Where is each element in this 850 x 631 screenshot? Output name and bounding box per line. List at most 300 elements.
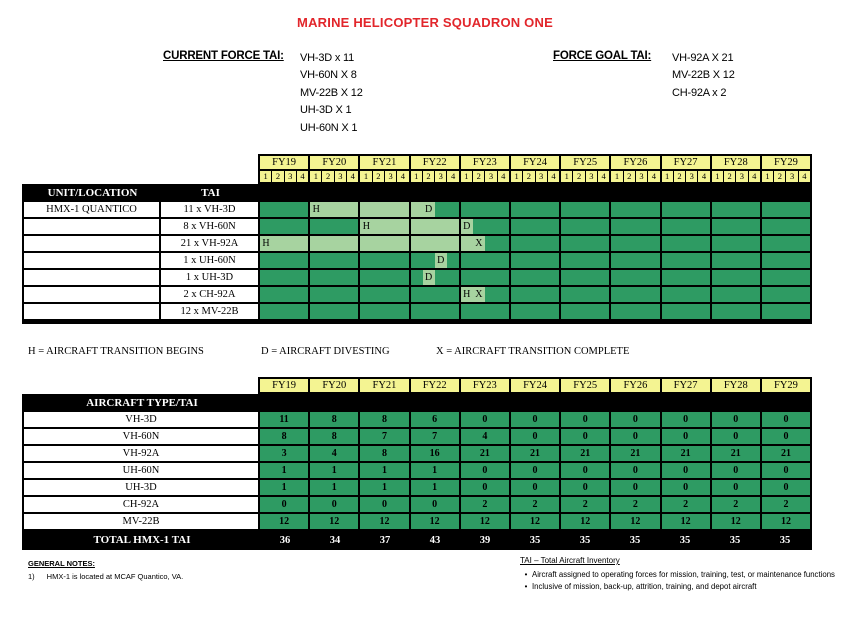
gantt-quarter-cell <box>272 287 284 302</box>
gantt-quarter-cell <box>547 219 559 234</box>
unit-cell <box>24 304 161 319</box>
quarter-header-cell: 1 <box>514 171 519 181</box>
transition-row <box>24 202 810 219</box>
gantt-quarter-cell <box>322 287 334 302</box>
gantt-quarter-cell <box>485 287 497 302</box>
gantt-quarter-cell <box>334 270 346 285</box>
gantt-quarter-cell <box>635 219 647 234</box>
gantt-quarter-cell <box>360 236 372 251</box>
gantt-quarter-cell <box>322 202 334 217</box>
gantt-quarter-cell <box>260 287 272 302</box>
gantt-quarter-cell <box>535 287 547 302</box>
gantt-quarter-cell <box>698 270 710 285</box>
gantt-quarter-cell <box>461 304 473 319</box>
quarter-header-cell: 2 <box>321 171 333 182</box>
gantt-quarter-cell <box>736 287 748 302</box>
total-hmx1-tai-label: TOTAL HMX-1 TAI <box>93 534 191 546</box>
aircraft-type-label: UH-60N <box>24 463 260 478</box>
inventory-value-cell: 0 <box>710 429 760 444</box>
quarter-header-cell: 3 <box>484 171 496 182</box>
t2-fy-header-cell: FY27 <box>660 379 710 392</box>
t1-fy-header-cell: FY24 <box>509 156 559 169</box>
force-goal-item: VH-92A X 21 <box>672 52 734 64</box>
gantt-quarter-cell <box>423 236 435 251</box>
gantt-quarter-cell <box>798 304 810 319</box>
inventory-value-cell: 0 <box>710 463 760 478</box>
gantt-quarter-cell <box>497 236 509 251</box>
gantt-quarter-cell <box>511 270 523 285</box>
inventory-value-cell: 0 <box>308 497 358 512</box>
gantt-quarter-cell <box>284 253 296 268</box>
gantt-quarter-cell <box>284 219 296 234</box>
inventory-value-cell: 0 <box>409 497 459 512</box>
gantt-quarter-cell <box>774 236 786 251</box>
gantt-quarter-cell <box>346 287 358 302</box>
inventory-value-cell: 21 <box>660 446 710 461</box>
t1-fy-header-cell: FY29 <box>760 156 810 169</box>
inventory-values <box>260 514 810 529</box>
gantt-fy-block <box>609 270 659 285</box>
current-force-tai-label: CURRENT FORCE TAI: <box>163 50 284 62</box>
legend-x: X = AIRCRAFT TRANSITION COMPLETE <box>436 346 630 357</box>
gantt-quarter-cell <box>686 287 698 302</box>
gantt-quarter-cell <box>748 219 760 234</box>
gantt-quarter-cell <box>748 236 760 251</box>
general-note-text: HMX-1 is located at MCAF Quantico, VA. <box>46 572 184 581</box>
gantt-quarter-cell <box>284 202 296 217</box>
inventory-value-cell: 1 <box>409 463 459 478</box>
t1-header-band <box>22 184 812 202</box>
gantt-quarter-cell <box>535 304 547 319</box>
gantt-fy-block <box>660 236 710 251</box>
gantt-quarter-cell <box>461 270 473 285</box>
gantt-quarter-cell <box>736 253 748 268</box>
gantt-fy-block <box>509 304 559 319</box>
inventory-value-cell: 8 <box>308 429 358 444</box>
gantt-quarter-cell <box>611 253 623 268</box>
gantt-quarter-cell <box>698 253 710 268</box>
tai-bullet: • Inclusive of mission, back-up, attrition, training, and depot aircraft <box>520 581 838 593</box>
transition-row <box>24 219 810 236</box>
gantt-quarter-cell <box>762 202 774 217</box>
gantt-quarter-cell <box>724 270 736 285</box>
current-force-item: VH-60N X 8 <box>300 69 357 82</box>
gantt-quarter-cell <box>346 202 358 217</box>
total-value-cell: 37 <box>379 535 391 546</box>
quarter-header-cell: 2 <box>271 171 283 182</box>
force-goal-tai-list <box>672 50 735 102</box>
current-force-item: VH-3D x 11 <box>300 52 355 64</box>
inventory-value-cell: 2 <box>660 497 710 512</box>
quarter-header-cell: 1 <box>665 171 670 181</box>
tai-cell: 2 x CH-92A <box>161 287 260 302</box>
quarter-header-cell: 4 <box>647 171 659 182</box>
gantt-fy-block <box>409 287 459 302</box>
current-force-tai-list <box>300 50 363 137</box>
gantt-fy-block <box>760 287 810 302</box>
gantt-quarter-cell <box>561 270 573 285</box>
inventory-row <box>24 429 810 446</box>
gantt-quarter-cell <box>686 202 698 217</box>
unit-cell <box>24 219 161 234</box>
gantt-quarter-cell <box>774 219 786 234</box>
gantt-quarter-cell <box>310 270 322 285</box>
gantt-quarter-cell <box>561 287 573 302</box>
gantt-fy-block <box>509 270 559 285</box>
quarter-header-cell: 4 <box>396 171 408 182</box>
t2-fy-header-cell: FY26 <box>609 379 659 392</box>
gantt-quarter-cell <box>698 202 710 217</box>
inventory-value-cell: 1 <box>308 463 358 478</box>
inventory-value-cell: 21 <box>559 446 609 461</box>
inventory-value-cell: 8 <box>358 446 408 461</box>
gantt-quarter-cell <box>786 270 798 285</box>
gantt-quarter-cell <box>724 304 736 319</box>
gantt-fy-block <box>609 236 659 251</box>
quarter-header-cell: 2 <box>372 171 384 182</box>
gantt-quarter-cell <box>798 253 810 268</box>
transition-row <box>24 304 810 319</box>
legend-h: H = AIRCRAFT TRANSITION BEGINS <box>28 346 204 357</box>
gantt-quarter-cell <box>736 219 748 234</box>
gantt-quarter-cell <box>623 253 635 268</box>
gantt-quarter-cell <box>662 219 674 234</box>
gantt-quarter-cell <box>523 304 535 319</box>
quarter-header-cell: 1 <box>765 171 770 181</box>
gantt-quarter-cell <box>736 236 748 251</box>
gantt-quarter-cell <box>435 219 447 234</box>
gantt-fy-block <box>559 270 609 285</box>
inventory-value-cell: 1 <box>260 480 308 495</box>
gantt-fy-block <box>260 270 308 285</box>
general-notes-heading: GENERAL NOTES: <box>28 559 95 568</box>
gantt-quarter-cell <box>296 253 308 268</box>
gantt-fy-block <box>308 304 358 319</box>
bullet-icon: • <box>524 582 528 591</box>
gantt-quarter-cell <box>623 202 635 217</box>
inventory-values <box>260 429 810 444</box>
gantt-quarter-cell <box>535 270 547 285</box>
aircraft-type-label: VH-60N <box>24 429 260 444</box>
gantt-quarter-cell <box>674 253 686 268</box>
total-value-cell: 35 <box>629 535 641 546</box>
gantt-quarter-cell <box>523 287 535 302</box>
gantt-quarter-cell <box>686 270 698 285</box>
gantt-quarter-cell <box>346 253 358 268</box>
quarter-header-cell: 2 <box>572 171 584 182</box>
inventory-value-cell: 0 <box>609 480 659 495</box>
gantt-fy-block <box>760 253 810 268</box>
gantt-fy-block <box>609 219 659 234</box>
gantt-quarter-cell <box>411 202 423 217</box>
gantt-quarter-cell <box>485 236 497 251</box>
gantt-quarter-cell <box>698 236 710 251</box>
gantt-quarter-cell <box>798 287 810 302</box>
t1-quarters-row <box>258 171 812 184</box>
inventory-value-cell: 12 <box>760 514 810 529</box>
gantt-quarter-cell <box>611 304 623 319</box>
gantt-fy-block <box>308 236 358 251</box>
inventory-value-cell: 2 <box>760 497 810 512</box>
aircraft-type-label: MV-22B <box>24 514 260 529</box>
transition-row <box>24 253 810 270</box>
quarter-header-cell: 4 <box>296 171 308 182</box>
gantt-quarter-cell <box>724 253 736 268</box>
gantt-fy-block <box>260 219 308 234</box>
inventory-value-cell: 8 <box>358 412 408 427</box>
gantt-fy-block <box>459 304 509 319</box>
inventory-value-cell: 1 <box>358 480 408 495</box>
gantt-quarter-cell <box>473 219 485 234</box>
gantt-quarter-cell <box>585 287 597 302</box>
gantt-quarter-cell <box>511 236 523 251</box>
gantt-fy-block <box>260 253 308 268</box>
gantt-quarter-cell <box>762 304 774 319</box>
total-value-cell: 43 <box>429 535 441 546</box>
gantt-quarter-cell <box>461 236 473 251</box>
quarter-header-cell: 4 <box>697 171 709 182</box>
gantt-strip <box>260 236 810 251</box>
aircraft-type-label: CH-92A <box>24 497 260 512</box>
t1-years-row <box>258 154 812 171</box>
gantt-quarter-cell <box>423 304 435 319</box>
gantt-quarter-cell <box>712 202 724 217</box>
gantt-quarter-cell <box>736 202 748 217</box>
gantt-quarter-cell <box>585 304 597 319</box>
total-value-cell: 35 <box>729 535 741 546</box>
t1-fy-header-cell: FY23 <box>459 156 509 169</box>
gantt-quarter-cell <box>698 287 710 302</box>
gantt-fy-block <box>760 304 810 319</box>
gantt-fy-block <box>660 219 710 234</box>
gantt-fy-block <box>459 236 509 251</box>
gantt-quarter-cell <box>397 304 409 319</box>
gantt-quarter-cell <box>724 236 736 251</box>
inventory-value-cell: 21 <box>609 446 659 461</box>
tai-cell: 11 x VH-3D <box>161 202 260 217</box>
t2-fy-header-cell: FY25 <box>559 379 609 392</box>
gantt-quarter-cell <box>762 253 774 268</box>
gantt-quarter-cell <box>423 253 435 268</box>
gantt-quarter-cell <box>573 202 585 217</box>
gantt-fy-block <box>760 236 810 251</box>
gantt-quarter-cell <box>662 304 674 319</box>
gantt-quarter-cell <box>384 287 396 302</box>
aircraft-type-label: VH-3D <box>24 412 260 427</box>
quarter-header-cell: 4 <box>597 171 609 182</box>
gantt-quarter-cell <box>523 202 535 217</box>
gantt-quarter-cell <box>447 219 459 234</box>
unit-cell <box>24 270 161 285</box>
gantt-quarter-cell <box>712 304 724 319</box>
inventory-value-cell: 7 <box>409 429 459 444</box>
gantt-quarter-cell <box>573 253 585 268</box>
gantt-fy-block <box>409 270 459 285</box>
gantt-quarter-cell <box>724 219 736 234</box>
inventory-value-cell: 2 <box>459 497 509 512</box>
inventory-value-cell: 0 <box>660 480 710 495</box>
gantt-quarter-cell <box>334 304 346 319</box>
gantt-fy-block <box>660 253 710 268</box>
gantt-quarter-cell <box>497 202 509 217</box>
inventory-value-cell: 1 <box>260 463 308 478</box>
inventory-value-cell: 21 <box>459 446 509 461</box>
inventory-value-cell: 12 <box>609 514 659 529</box>
gantt-quarter-cell <box>712 236 724 251</box>
gantt-fy-block <box>459 253 509 268</box>
tai-definition-bullets <box>520 569 838 593</box>
gantt-quarter-cell <box>662 253 674 268</box>
inventory-value-cell: 1 <box>358 463 408 478</box>
tai-cell: 8 x VH-60N <box>161 219 260 234</box>
gantt-quarter-cell <box>786 287 798 302</box>
gantt-fy-block <box>710 236 760 251</box>
gantt-quarter-cell <box>485 304 497 319</box>
gantt-quarter-cell <box>712 287 724 302</box>
gantt-marker-d: D <box>435 253 447 268</box>
gantt-strip <box>260 304 810 319</box>
gantt-fy-block <box>308 270 358 285</box>
inventory-value-cell: 21 <box>760 446 810 461</box>
gantt-quarter-cell <box>786 202 798 217</box>
gantt-quarter-cell <box>535 219 547 234</box>
tai-bullet: • Aircraft assigned to operating forces for mission, training, test, or maintenance functions <box>520 569 838 581</box>
gantt-fy-block <box>358 270 408 285</box>
inventory-row <box>24 480 810 497</box>
unit-cell <box>24 287 161 302</box>
gantt-quarter-cell <box>611 236 623 251</box>
quarter-header-cell: 1 <box>715 171 720 181</box>
inventory-value-cell: 0 <box>760 463 810 478</box>
aircraft-type-label: VH-92A <box>24 446 260 461</box>
gantt-quarter-cell <box>411 236 423 251</box>
gantt-quarter-cell <box>635 287 647 302</box>
inventory-value-cell: 0 <box>660 429 710 444</box>
gantt-quarter-cell <box>561 304 573 319</box>
tai-definition-heading: TAI – Total Aircraft Inventory <box>520 556 620 565</box>
gantt-quarter-cell <box>485 202 497 217</box>
quarter-header-cell: 1 <box>564 171 569 181</box>
quarter-block <box>459 171 509 182</box>
quarter-header-cell: 3 <box>785 171 797 182</box>
gantt-fy-block <box>710 202 760 217</box>
gantt-fy-block <box>710 219 760 234</box>
inventory-value-cell: 0 <box>358 497 408 512</box>
inventory-value-cell: 4 <box>308 446 358 461</box>
inventory-value-cell: 0 <box>760 480 810 495</box>
gantt-quarter-cell <box>372 202 384 217</box>
t1-fy-header-cell: FY27 <box>660 156 710 169</box>
gantt-quarter-cell <box>561 253 573 268</box>
gantt-quarter-cell <box>674 236 686 251</box>
gantt-quarter-cell <box>561 219 573 234</box>
gantt-quarter-cell <box>360 304 372 319</box>
gantt-quarter-cell <box>473 304 485 319</box>
gantt-fy-block <box>509 287 559 302</box>
gantt-quarter-cell <box>296 202 308 217</box>
gantt-quarter-cell <box>272 304 284 319</box>
gantt-quarter-cell <box>497 304 509 319</box>
quarter-header-cell: 3 <box>384 171 396 182</box>
total-value-cell: 35 <box>529 535 541 546</box>
inventory-value-cell: 2 <box>609 497 659 512</box>
gantt-fy-block <box>459 202 509 217</box>
gantt-fy-block <box>509 219 559 234</box>
gantt-quarter-cell <box>585 219 597 234</box>
gantt-quarter-cell <box>798 270 810 285</box>
t1-fy-header-cell: FY22 <box>409 156 459 169</box>
inventory-value-cell: 12 <box>660 514 710 529</box>
gantt-quarter-cell <box>748 287 760 302</box>
gantt-quarter-cell <box>647 236 659 251</box>
gantt-quarter-cell <box>786 304 798 319</box>
gantt-quarter-cell <box>310 304 322 319</box>
gantt-quarter-cell <box>346 236 358 251</box>
inventory-value-cell: 0 <box>559 429 609 444</box>
inventory-row <box>24 446 810 463</box>
gantt-strip <box>260 202 810 217</box>
inventory-value-cell: 16 <box>409 446 459 461</box>
inventory-value-cell: 12 <box>710 514 760 529</box>
inventory-value-cell: 4 <box>459 429 509 444</box>
gantt-quarter-cell <box>662 236 674 251</box>
gantt-quarter-cell <box>798 236 810 251</box>
gantt-quarter-cell <box>597 236 609 251</box>
t2-header-band <box>22 394 812 412</box>
gantt-quarter-cell <box>597 287 609 302</box>
quarter-header-cell: 2 <box>522 171 534 182</box>
legend-d: D = AIRCRAFT DIVESTING <box>261 346 390 357</box>
gantt-quarter-cell <box>573 219 585 234</box>
quarter-header-cell: 3 <box>535 171 547 182</box>
gantt-fy-block <box>559 219 609 234</box>
gantt-fy-block <box>260 304 308 319</box>
t2-fy-header-cell: FY28 <box>710 379 760 392</box>
gantt-quarter-cell <box>272 236 284 251</box>
gantt-quarter-cell <box>698 219 710 234</box>
inventory-value-cell: 1 <box>409 480 459 495</box>
gantt-fy-block <box>409 219 459 234</box>
quarter-header-cell: 4 <box>446 171 458 182</box>
gantt-quarter-cell <box>611 270 623 285</box>
inventory-value-cell: 2 <box>559 497 609 512</box>
inventory-value-cell: 2 <box>710 497 760 512</box>
inventory-value-cell: 0 <box>509 412 559 427</box>
inventory-value-cell: 0 <box>459 463 509 478</box>
gantt-marker-x: X <box>473 287 485 302</box>
gantt-fy-block <box>358 202 408 217</box>
quarter-header-cell: 3 <box>284 171 296 182</box>
gantt-quarter-cell <box>346 219 358 234</box>
gantt-quarter-cell <box>561 236 573 251</box>
inventory-value-cell: 0 <box>609 412 659 427</box>
quarter-header-cell: 1 <box>263 171 268 181</box>
gantt-quarter-cell <box>674 304 686 319</box>
gantt-marker-d: D <box>423 270 435 285</box>
gantt-quarter-cell <box>334 202 346 217</box>
gantt-quarter-cell <box>547 202 559 217</box>
inventory-value-cell: 12 <box>358 514 408 529</box>
inventory-value-cell: 12 <box>409 514 459 529</box>
gantt-quarter-cell <box>712 219 724 234</box>
gantt-quarter-cell <box>272 253 284 268</box>
t2-fy-header-cell: FY19 <box>272 380 297 391</box>
t2-fy-header-cell: FY24 <box>509 379 559 392</box>
gantt-quarter-cell <box>662 202 674 217</box>
unit-cell: HMX-1 QUANTICO <box>24 202 161 217</box>
gantt-fy-block <box>409 253 459 268</box>
gantt-quarter-cell <box>435 287 447 302</box>
